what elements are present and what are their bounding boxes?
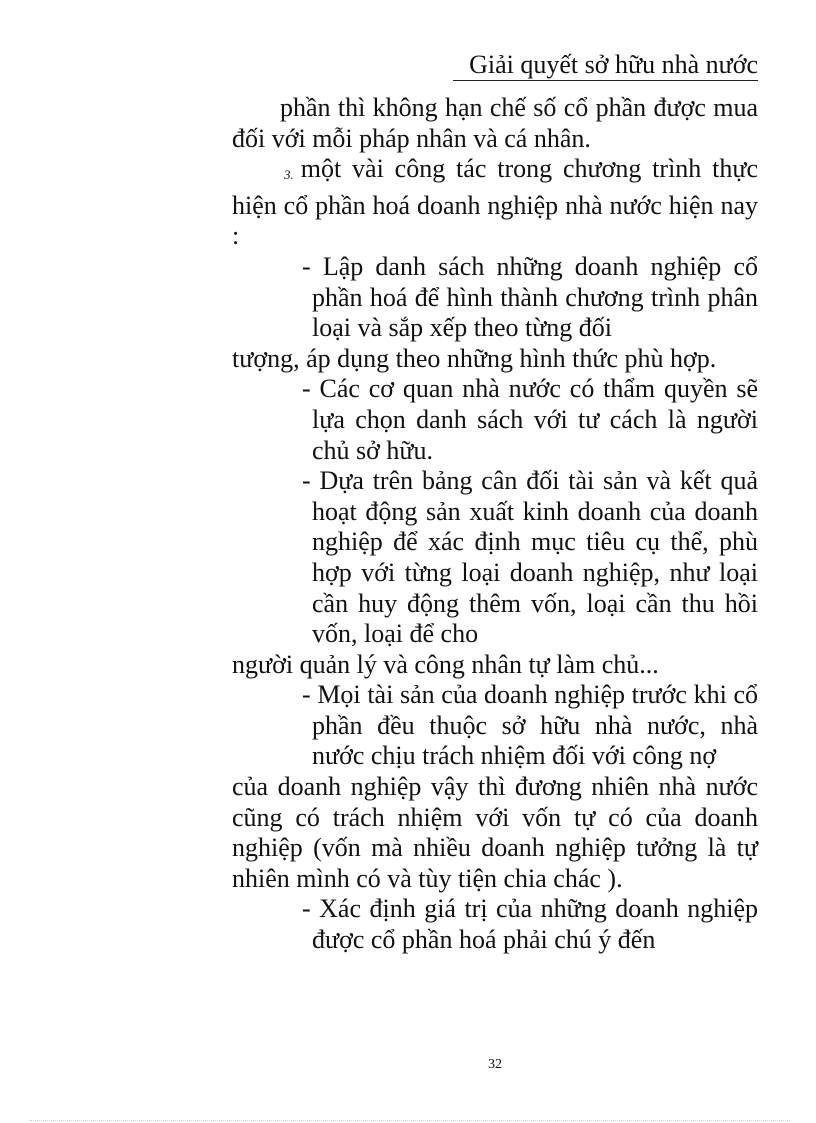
list-item-2: - Các cơ quan nhà nước có thẩm quyền sẽ lựa chọn danh sách với tư cách là người chủ sở hữu. bbox=[302, 374, 758, 465]
list-item-1: - Lập danh sách những doanh nghiệp cổ phần hoá để hình thành chương trình phân loại và sắp xếp theo từng đối bbox=[302, 251, 758, 343]
list-item-4: - Mọi tài sản của doanh nghiệp trước khi cổ phần đều thuộc sở hữu nhà nước, nhà nước chịu trách nhiệm đối với công nợ bbox=[302, 680, 758, 771]
paragraph-continuation: phần thì không hạn chế số cổ phần được mua đối với mỗi pháp nhân và cá nhân. bbox=[232, 93, 758, 153]
section-number: 3. bbox=[284, 167, 294, 183]
page-header-title: Giải quyết sở hữu nhà nước bbox=[469, 50, 758, 79]
section-colon: : bbox=[232, 221, 240, 251]
document-body bbox=[232, 93, 758, 956]
list-item-3-continuation: người quản lý và công nhân tự làm chủ... bbox=[232, 649, 659, 679]
bottom-dotted-rule bbox=[30, 1120, 790, 1121]
section-title: một vài công tác trong chương trình thực hiện cổ phần hoá doanh nghiệp nhà nước hiện nay bbox=[232, 154, 758, 220]
header-underline bbox=[453, 80, 758, 81]
list-item-1-continuation: tượng, áp dụng theo những hình thức phù hợp. bbox=[232, 343, 717, 373]
page-number: 32 bbox=[488, 1057, 502, 1072]
list-item-4-continuation: của doanh nghiệp vậy thì đương nhiên nhà nước cũng có trách nhiệm với vốn tự có của doanh nghiệp (vốn mà nhiều doanh nghiệp tưởng là tự nhiên mình có và tùy tiện chia chác ). bbox=[232, 772, 758, 893]
list-item-5: - Xác định giá trị của những doanh nghiệp được cổ phần hoá phải chú ý đến bbox=[302, 894, 758, 955]
section-heading bbox=[232, 154, 758, 252]
list-item-3: - Dựa trên bảng cân đối tài sản và kết quả hoạt động sản xuất kinh doanh của doanh nghiệp để xác định mục tiêu cụ thể, phù hợp với từng loại doanh nghiệp, như loại cần huy động thêm vốn, loại cần thu hồi vốn, loại để cho bbox=[302, 466, 758, 649]
